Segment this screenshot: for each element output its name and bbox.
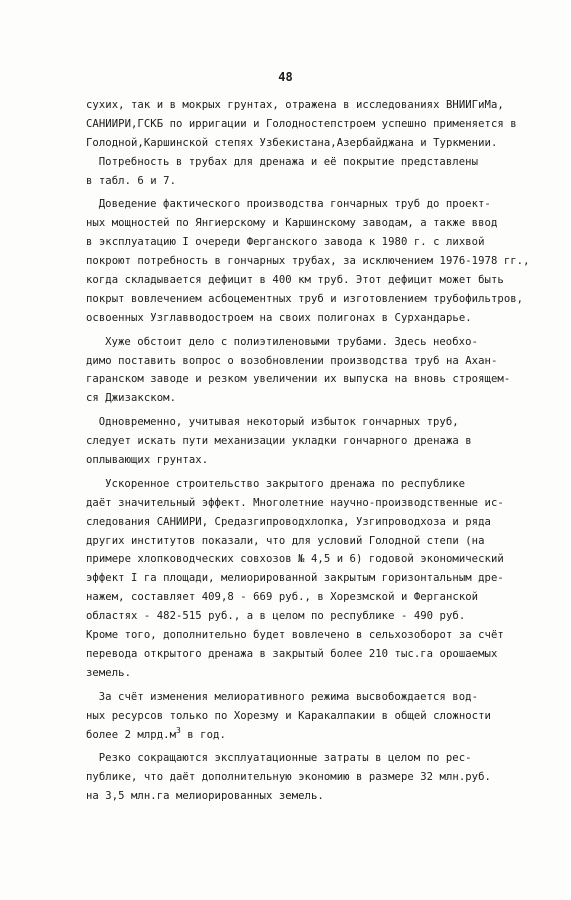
text-line: нажем, составляет 409,8 - 669 руб., в Хорезмской и Ферганской <box>86 591 479 604</box>
paragraph-2 <box>86 153 556 191</box>
text-line: покрыт вовлечением асбоцементных труб и изготовлением трубофильтров, <box>86 292 524 305</box>
text-line: на 3,5 млн.га мелиорированных земель. <box>86 790 324 803</box>
text-line: Голодной,Каршинской степях Узбекистана,Азербайджана и Туркмении. <box>86 136 498 149</box>
text-fragment: в год. <box>180 728 226 741</box>
text-line: гаранском заводе и резком увеличении их выпуска на вновь строящем- <box>86 373 511 386</box>
text-line: За счёт изменения мелиоративного режима высвобождается вод- <box>98 690 478 703</box>
text-line: покроют потребность в гончарных трубах, за исключением 1976-1978 гг., <box>86 255 530 268</box>
paragraph-4 <box>86 333 556 409</box>
text-line: Доведение фактического производства гончарных труб до проект- <box>98 198 491 211</box>
text-line: Резко сокращаются эксплуатационные затраты в целом по рес- <box>98 752 472 765</box>
text-line: областях - 482-515 руб., а в целом по республике - 490 руб. <box>86 610 466 623</box>
paragraph-1 <box>86 96 556 153</box>
text-line: примере хлопководческих совхозов № 4,5 и 6) годовой экономический <box>86 553 504 566</box>
text-line: димо поставить вопрос о возобновлении производства труб на Ахан- <box>86 354 498 367</box>
text-line: сухих, так и в мокрых грунтах, отражена в исследованиях ВНИИГиМа, <box>86 99 504 111</box>
text-line: других институтов показали, что для условий Голодной степи (на <box>86 534 485 547</box>
text-line: Кроме того, дополнительно будет вовлечено в сельхозоборот за счёт <box>86 629 504 642</box>
text-line: в эксплуатацию I очереди Ферганского завода к 1980 г. с лихвой <box>86 236 485 249</box>
text-line: ных ресурсов только по Хорезму и Каракалпакии в общей сложности <box>86 709 491 722</box>
text-line: освоенных Узглавводостроем на своих полигонах в Сурхандарье. <box>86 311 472 324</box>
text-line: Ускоренное строительство закрытого дренажа по республике <box>105 477 466 490</box>
text-line: перевода открытого дренажа в закрытый более 210 тыс.га орошаемых <box>86 647 498 660</box>
text-line: земель. <box>86 666 131 679</box>
text-line: когда складывается дефицит в 400 км труб. Этот дефицит может быть <box>86 274 504 287</box>
text-line: Хуже обстоит дело с полиэтиленовыми трубами. Здесь необхо- <box>105 335 478 348</box>
text-line: САНИИРИ,ГСКБ по ирригации и Голодностепстроем успешно применяется в <box>86 117 517 130</box>
body-text <box>86 96 556 806</box>
page-number: 48 <box>278 70 293 84</box>
superscript: 3 <box>176 725 181 735</box>
text-line: публике, что даёт дополнительную экономию в размере 32 млн.руб. <box>86 771 491 784</box>
text-line <box>86 726 556 745</box>
text-line: ся Джизакском. <box>86 392 176 405</box>
text-line: эффект I га площади, мелиорированной закрытым горизонтальным дре- <box>86 572 504 585</box>
paragraph-8 <box>86 749 556 806</box>
paragraph-7 <box>86 688 556 745</box>
text-line: оплывающих грунтах. <box>86 454 209 467</box>
paragraph-5 <box>86 413 556 470</box>
text-line: следования САНИИРИ, Средазгипроводхлопка, Узгипроводхоза и ряда <box>86 515 491 528</box>
text-fragment: более 2 млрд.м <box>86 728 176 741</box>
text-line: даёт значительный эффект. Многолетние научно-производственные ис- <box>86 496 504 509</box>
text-line: в табл. 6 и 7. <box>86 174 176 187</box>
text-line: Потребность в трубах для дренажа и её покрытие представлены <box>98 155 478 168</box>
text-line: Одновременно, учитывая некоторый избыток гончарных труб, <box>98 416 459 429</box>
text-line: следует искать пути механизации укладки гончарного дренажа в <box>86 435 472 448</box>
paragraph-3 <box>86 195 556 327</box>
text-line: ных мощностей по Янгиерскому и Каршинскому заводам, а также ввод <box>86 217 498 230</box>
paragraph-6 <box>86 475 556 683</box>
